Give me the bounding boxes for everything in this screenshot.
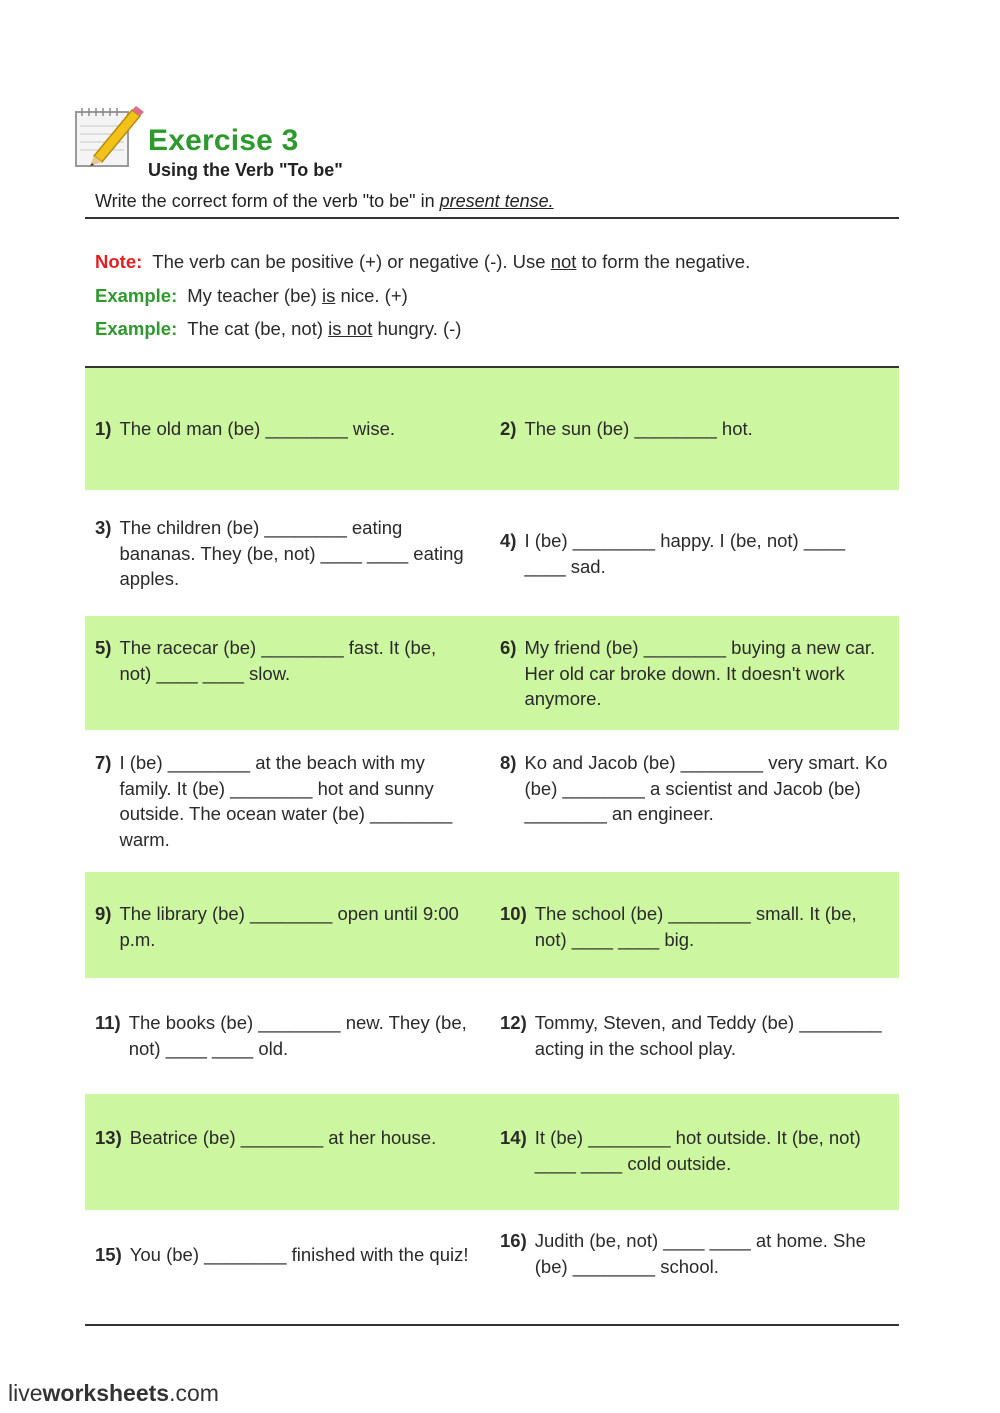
exercise-text: The sun (be) ________ hot. <box>524 418 753 439</box>
exercise-number: 4) <box>500 530 517 551</box>
exercise-item-10 <box>500 901 890 952</box>
exercise-text: The children (be) ________ eating bananas. They (be, not) ____ ____ eating apples. <box>119 517 464 589</box>
example-text: The cat (be, not) <box>187 318 329 339</box>
instruction-emphasis: present tense. <box>439 191 554 211</box>
exercise-number: 12) <box>500 1012 527 1033</box>
exercise-item-12 <box>500 1010 890 1061</box>
note-line <box>95 251 750 273</box>
exercise-item-16 <box>500 1228 890 1279</box>
exercise-text: I (be) ________ happy. I (be, not) ____ ____ sad. <box>524 530 846 577</box>
exercise-text: Judith (be, not) ____ ____ at home. She (be) ________ school. <box>534 1230 866 1277</box>
watermark-suffix: .com <box>169 1380 219 1406</box>
exercise-text: Tommy, Steven, and Teddy (be) ________ acting in the school play. <box>534 1012 882 1059</box>
example-text-end: hungry. (-) <box>372 318 462 339</box>
exercise-text: The books (be) ________ new. They (be, not) ____ ____ old. <box>128 1012 467 1059</box>
exercise-text: The old man (be) ________ wise. <box>119 418 396 439</box>
exercise-number: 3) <box>95 517 112 538</box>
exercise-row <box>85 978 899 1094</box>
example-answer: is <box>321 285 336 306</box>
exercise-row <box>85 490 899 616</box>
exercise-number: 16) <box>500 1230 527 1251</box>
exercise-row <box>85 1094 899 1210</box>
exercise-text: The library (be) ________ open until 9:00 p.m. <box>119 903 459 950</box>
exercise-number: 15) <box>95 1244 122 1265</box>
exercise-number: 14) <box>500 1127 527 1148</box>
exercise-item-13 <box>95 1125 473 1151</box>
exercise-text: My friend (be) ________ buying a new car. Her old car broke down. It doesn't work anymore. <box>524 637 876 709</box>
exercise-number: 10) <box>500 903 527 924</box>
exercise-item-9 <box>95 901 473 952</box>
note-label: Note: <box>95 251 143 272</box>
instruction <box>95 191 554 212</box>
example-label: Example: <box>95 285 178 306</box>
exercise-row <box>85 872 899 978</box>
exercise-item-8 <box>500 750 890 827</box>
exercise-item-6 <box>500 635 890 712</box>
divider <box>85 1324 899 1326</box>
notepad-pencil-icon <box>72 104 144 170</box>
exercise-text: The racecar (be) ________ fast. It (be, not) ____ ____ slow. <box>119 637 437 684</box>
exercise-text: You (be) ________ finished with the quiz! <box>129 1244 469 1265</box>
exercise-item-7 <box>95 750 473 852</box>
example-line-1 <box>95 285 408 307</box>
exercise-item-5 <box>95 635 473 686</box>
exercise-text: Ko and Jacob (be) ________ very smart. Ko (be) ________ a scientist and Jacob (be) ________ an engineer. <box>524 752 888 824</box>
exercise-number: 6) <box>500 637 517 658</box>
exercise-number: 7) <box>95 752 112 773</box>
exercise-row <box>85 368 899 490</box>
exercise-item-14 <box>500 1125 890 1176</box>
exercise-number: 2) <box>500 418 517 439</box>
exercise-row <box>85 1210 899 1322</box>
exercise-number: 11) <box>95 1012 121 1033</box>
watermark-prefix: live <box>8 1380 43 1406</box>
exercise-row <box>85 616 899 730</box>
exercise-number: 1) <box>95 418 112 439</box>
watermark-brand: worksheets <box>42 1380 170 1406</box>
divider <box>85 217 899 219</box>
exercise-number: 5) <box>95 637 112 658</box>
example-text: My teacher (be) <box>187 285 322 306</box>
page-subtitle: Using the Verb "To be" <box>148 160 343 180</box>
note-text: The verb can be positive (+) or negative (-). Use <box>152 251 551 272</box>
exercise-item-4 <box>500 528 890 579</box>
exercise-number: 9) <box>95 903 112 924</box>
exercise-number: 8) <box>500 752 517 773</box>
watermark <box>8 1380 219 1407</box>
exercise-text: I (be) ________ at the beach with my family. It (be) ________ hot and sunny outside. The ocean water (be) ________ warm. <box>119 752 453 850</box>
exercise-item-1 <box>95 416 473 442</box>
exercise-text: It (be) ________ hot outside. It (be, not) ____ ____ cold outside. <box>534 1127 861 1174</box>
exercise-row <box>85 730 899 872</box>
instruction-text: Write the correct form of the verb "to be" in <box>95 191 440 211</box>
exercise-text: The school (be) ________ small. It (be, not) ____ ____ big. <box>534 903 857 950</box>
exercise-item-15 <box>95 1242 473 1268</box>
exercise-text: Beatrice (be) ________ at her house. <box>129 1127 437 1148</box>
page-title: Exercise 3 <box>148 124 299 157</box>
exercise-item-11 <box>95 1010 473 1061</box>
exercise-number: 13) <box>95 1127 122 1148</box>
example-text-end: nice. (+) <box>335 285 408 306</box>
example-line-2 <box>95 318 461 340</box>
example-answer: is not <box>328 318 373 339</box>
note-text-end: to form the negative. <box>576 251 751 272</box>
note-not: not <box>550 251 577 272</box>
exercise-item-3 <box>95 515 473 592</box>
example-label: Example: <box>95 318 178 339</box>
exercise-item-2 <box>500 416 890 442</box>
